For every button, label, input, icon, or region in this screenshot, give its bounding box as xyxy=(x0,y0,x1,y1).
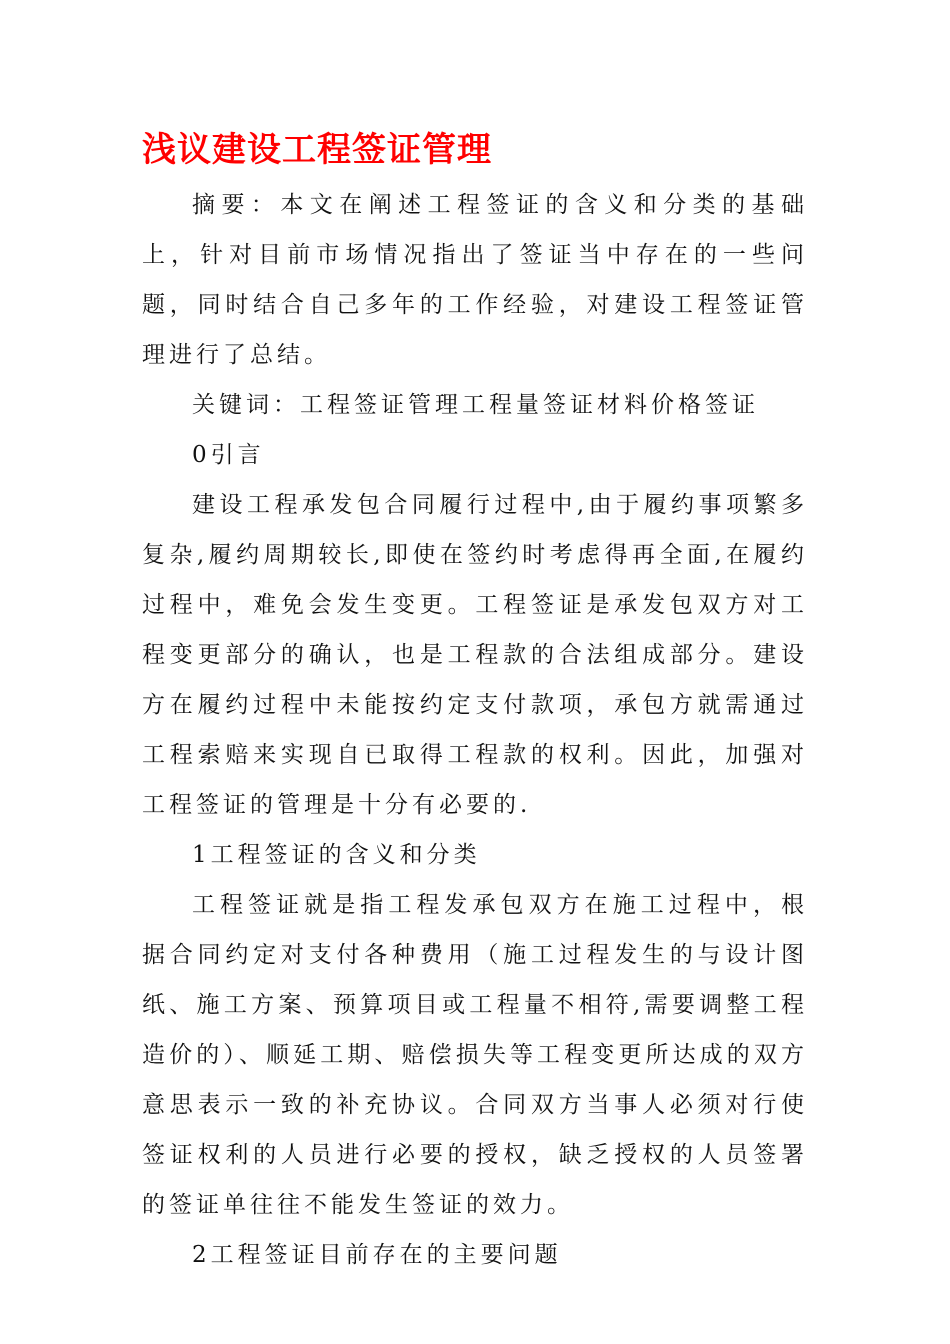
abstract-paragraph: 摘要：本文在阐述工程签证的含义和分类的基础上，针对目前市场情况指出了签证当中存在的一些问题，同时结合自己多年的工作经验，对建设工程签证管理进行了总结。 xyxy=(142,192,808,368)
section-2-heading: 2工程签证目前存在的主要问题 xyxy=(192,1242,562,1268)
keywords-line: 关键词：工程签证管理工程量签证材料价格签证 xyxy=(192,392,759,418)
section-0-heading: 0引言 xyxy=(192,442,265,468)
section-0-paragraph: 建设工程承发包合同履行过程中,由于履约事项繁多复杂,履约周期较长,即使在签约时考虑得再全面,在履约过程中，难免会发生变更。工程签证是承发包双方对工程变更部分的确认，也是工程款的合法组成部分。建设方在履约过程中未能按约定支付款项，承包方就需通过工程索赔来实现自已取得工程款的权利。因此，加强对工程签证的管理是十分有必要的. xyxy=(142,492,808,818)
section-1-heading: 1工程签证的含义和分类 xyxy=(192,842,481,868)
section-1-paragraph: 工程签证就是指工程发承包双方在施工过程中，根据合同约定对支付各种费用（施工过程发生的与设计图纸、施工方案、预算项目或工程量不相符,需要调整工程造价的）、顺延工期、赔偿损失等工程变更所达成的双方意思表示一致的补充协议。合同双方当事人必须对行使签证权利的人员进行必要的授权，缺乏授权的人员签署的签证单往往不能发生签证的效力。 xyxy=(142,892,808,1218)
document-body xyxy=(142,180,808,1280)
document-title: 浅议建设工程签证管理 xyxy=(142,130,492,170)
